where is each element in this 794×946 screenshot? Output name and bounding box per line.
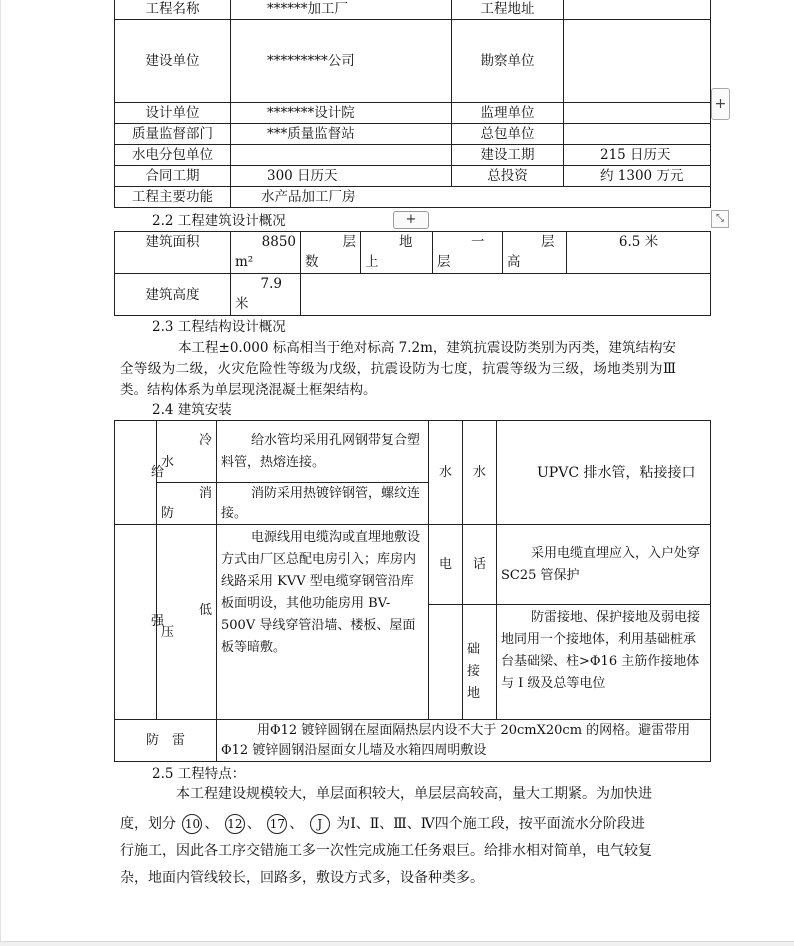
table-row: [115, 166, 711, 187]
paragraph-line: 杂，地面内管线较长，回路多，敷设方式多，设备种类多。: [120, 870, 484, 886]
subcategory-cell: [157, 483, 217, 525]
value-cell: 215 日历天: [564, 145, 711, 166]
add-row-button[interactable]: +: [393, 211, 429, 229]
subcategory-cell: 水: [429, 421, 463, 525]
area-unit: m²: [235, 254, 254, 270]
section-2-4-title: 2.4 建筑安装: [152, 402, 232, 418]
height-unit: 米: [235, 296, 249, 312]
value-cell: 约 1300 万元: [564, 166, 711, 187]
table-row: [115, 0, 711, 20]
label-cell: 勘察单位: [452, 20, 564, 103]
value-cell: [503, 232, 567, 274]
heading-char: 层: [541, 234, 555, 250]
project-info-table: [114, 0, 711, 208]
separator: 、: [204, 816, 219, 832]
label-cell: 建设单位: [115, 20, 231, 103]
building-design-table: [114, 231, 711, 316]
circled-number: 17: [267, 814, 287, 834]
paragraph-line: 本工程建设规模较大，单层面积较大，单层层高较高，量大工期紧。为加快进: [176, 786, 652, 802]
resize-handle-icon[interactable]: ⤡: [711, 210, 729, 228]
section-2-3-title: 2.3 工程结构设计概况: [152, 319, 286, 335]
label-cell: 总投资: [452, 166, 564, 187]
value-cell: [231, 145, 452, 166]
circled-number: J: [310, 814, 330, 834]
separator: 、: [246, 816, 261, 832]
label-cell: 合同工期: [115, 166, 231, 187]
label-cell: 建筑面积: [115, 232, 231, 274]
label-cell: 监理单位: [452, 103, 564, 124]
subcategory-cell: [429, 605, 463, 720]
add-column-button[interactable]: +: [711, 88, 730, 120]
paragraph-line: [120, 811, 676, 838]
category-cell: 防 雷: [115, 720, 217, 762]
category-label: 给: [151, 464, 165, 480]
description-cell: 给水管均采用孔网钢带复合塑料管，热熔连接。: [217, 421, 429, 483]
table-row: [115, 145, 711, 166]
label-cell: 设计单位: [115, 103, 231, 124]
value-cell: [433, 232, 503, 274]
subcategory-char: 消: [198, 485, 212, 501]
description-cell: 电源线用电缆沟或直埋地敷设方式由厂区总配电房引入；库房内线路采用 KVV 型电缆穿钢管沿库板面明设，其他功能房用 BV-500V 导线穿管沿墙、楼板、屋面板等暗敷。: [217, 525, 429, 720]
label-cell: 质量监督部门: [115, 124, 231, 145]
table-row: [115, 274, 711, 316]
table-row: [115, 232, 711, 274]
subcategory-cell: 话: [463, 525, 497, 605]
line-text: 度，划分: [120, 816, 176, 832]
heading-char: 层: [437, 254, 451, 270]
table-row: [115, 124, 711, 145]
heading-char: 高: [507, 254, 521, 270]
value-cell: [564, 124, 711, 145]
heading-char: 数: [305, 254, 319, 270]
category-cell: [115, 525, 165, 720]
circled-number: 10: [182, 814, 202, 834]
separator: 、: [289, 816, 304, 832]
circled-number: 12: [225, 814, 245, 834]
value-cell: *******设计院: [231, 103, 452, 124]
value-cell: [231, 274, 301, 316]
paragraph-line: 行施工，因此各工序交错施工多一次性完成施工任务艰巨。给排水相对简单，电气较复: [120, 843, 652, 859]
page-edge: [0, 941, 794, 946]
value-cell: [301, 274, 711, 316]
value-cell: [361, 232, 433, 274]
table-row: [115, 20, 711, 103]
value-cell: [564, 20, 711, 103]
description-cell: 防雷接地、保护接地及弱电接地同用一个接地体，利用基础桩承台基础梁、柱>Φ16 主筋作接地体与 I 级及总等电位: [497, 605, 711, 720]
description-cell: 用Φ12 镀锌圆钢在屋面隔热层内设不大于 20cmX20cm 的网格。避雷带用Φ12 镀锌圆钢沿屋面女儿墙及水箱四周明敷设: [217, 720, 711, 762]
subcategory-char: 低: [198, 603, 212, 618]
value-cell: [301, 232, 361, 274]
table-row: [115, 187, 711, 208]
table-row: [115, 525, 711, 605]
description-cell: 消防采用热镀锌钢管，螺纹连接。: [217, 483, 429, 525]
line-text: 为Ⅰ、Ⅱ、Ⅲ、Ⅳ四个施工段，按平面流水分阶段进: [336, 816, 645, 832]
subcategory-cell: 水: [463, 421, 497, 525]
label-cell: 工程地址: [452, 0, 564, 20]
table-row: [115, 103, 711, 124]
value-cell: 6.5 米: [567, 232, 711, 274]
label-cell: 水电分包单位: [115, 145, 231, 166]
value-cell: *********公司: [231, 20, 452, 103]
category-cell: [115, 421, 165, 525]
features-paragraph: [120, 781, 676, 892]
description-cell: UPVC 排水管，粘接接口: [497, 421, 711, 525]
value-cell: ***质量监督站: [231, 124, 452, 145]
page-edge: [0, 0, 1, 945]
value-cell: [231, 232, 301, 274]
height-value: 7.9: [260, 276, 282, 292]
subcategory-char: 冷: [198, 432, 212, 448]
value-cell: 水产品加工厂房: [231, 187, 711, 208]
structure-paragraph: 本工程±0.000 标高相当于绝对标高 7.2m，建筑抗震设防类别为丙类，建筑结构安全等级为二级，火灾危险性等级为戊级，抗震设防为七度，抗震等级为三级，场地类别为Ⅲ类。结构体系为单层现浇混凝土框架结构。: [120, 340, 676, 398]
label-cell: 工程主要功能: [115, 187, 231, 208]
subcategory-cell: [157, 421, 217, 483]
subcategory-char: 压: [161, 625, 175, 640]
value-cell: [564, 0, 711, 20]
heading-char: 层: [342, 234, 356, 250]
heading-char: 一: [471, 234, 485, 250]
subcategory-cell: 电: [429, 525, 463, 605]
subcategory-char: 防: [161, 505, 175, 521]
table-row: [115, 421, 711, 483]
installation-table: [114, 420, 711, 762]
section-2-2-title: 2.2 工程建筑设计概况: [152, 213, 286, 229]
value-cell: ******加工厂: [231, 0, 452, 20]
area-value: 8850: [261, 234, 296, 250]
category-label: 强: [151, 614, 165, 629]
heading-char: 上: [365, 254, 379, 270]
value-cell: 300 日历天: [231, 166, 452, 187]
label-cell: 建设工期: [452, 145, 564, 166]
description-cell: 采用电缆直埋应入，入户处穿 SC25 管保护: [497, 525, 711, 605]
subcategory-char: 水: [161, 454, 175, 470]
label-cell: 总包单位: [452, 124, 564, 145]
subcategory-cell: [157, 525, 217, 720]
heading-char: 地: [399, 234, 413, 250]
table-row: [115, 720, 711, 762]
label-cell: 建筑高度: [115, 274, 231, 316]
subcategory-cell: 础接地: [463, 605, 497, 720]
value-cell: [564, 103, 711, 124]
section-2-5-title: 2.5 工程特点：: [152, 766, 246, 782]
label-cell: 工程名称: [115, 0, 231, 20]
